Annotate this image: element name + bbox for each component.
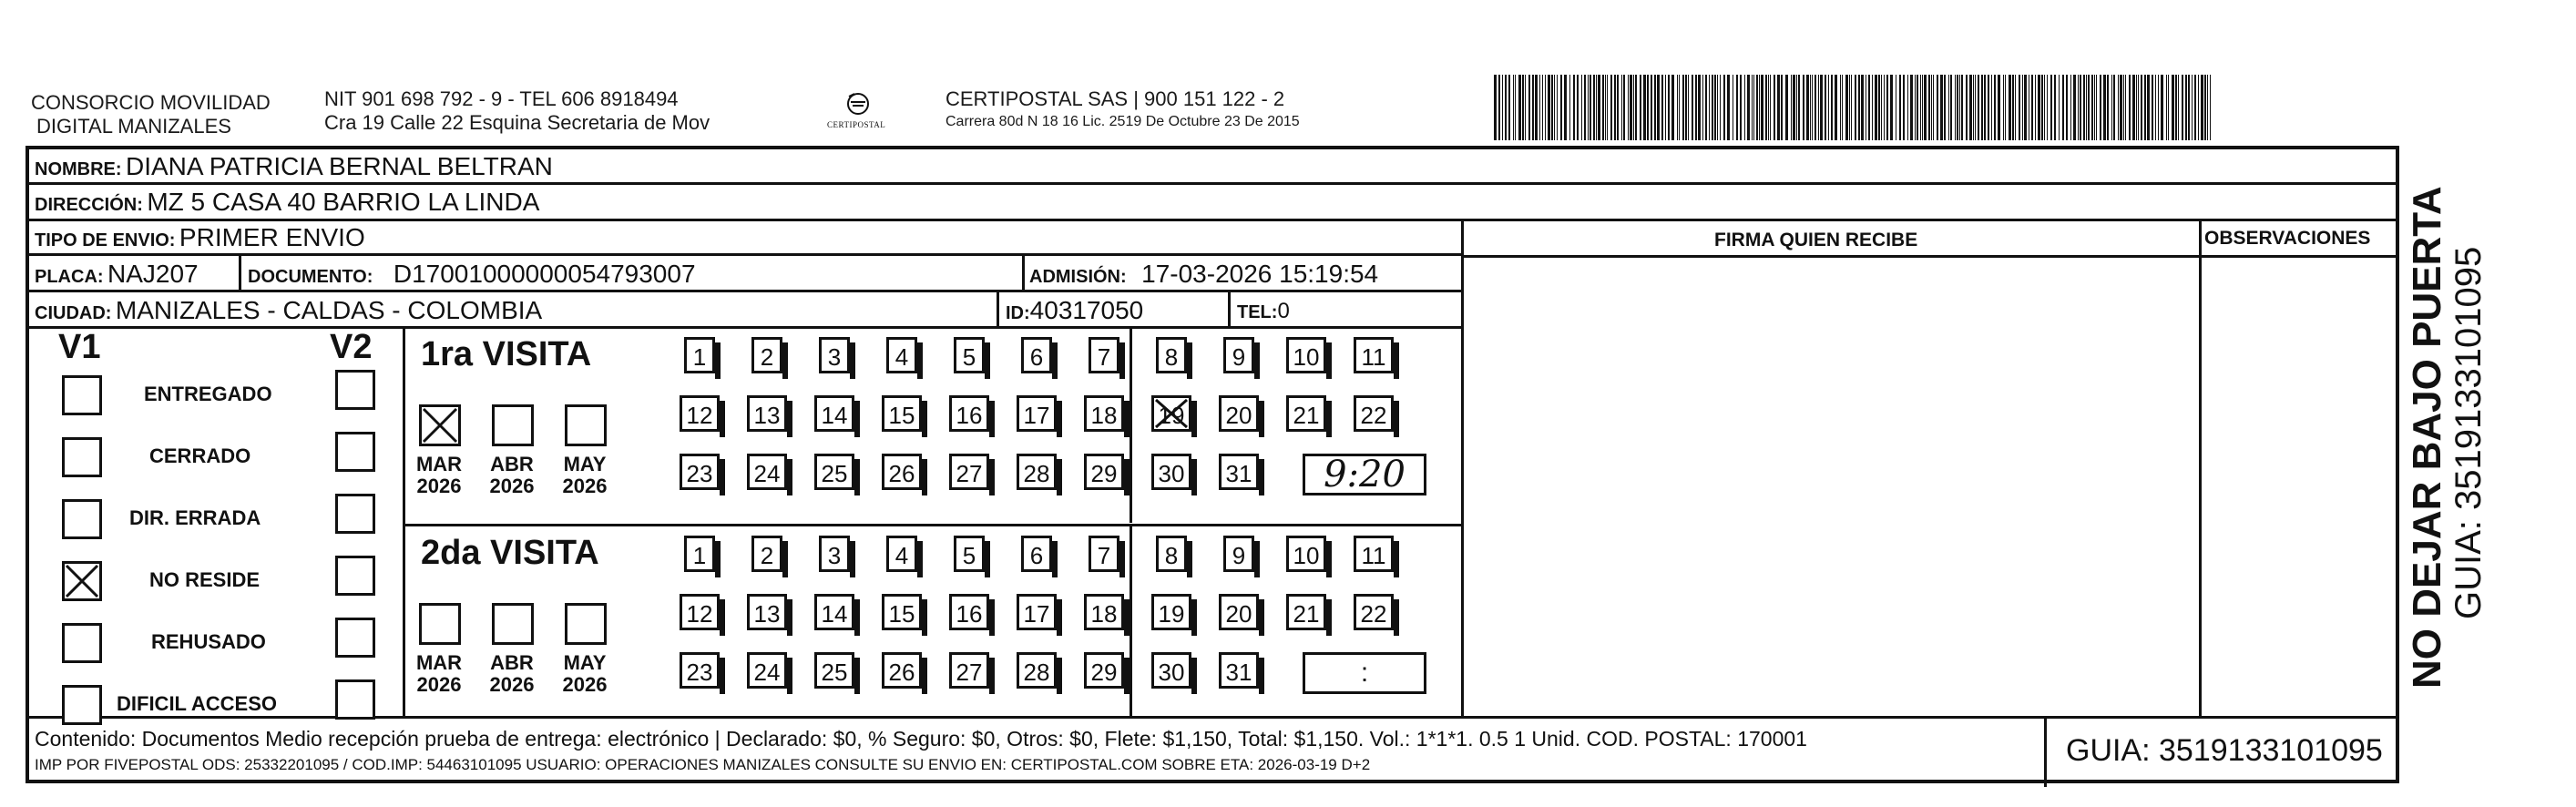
day-number: 2 bbox=[760, 343, 774, 371]
month-year: 2026 bbox=[562, 475, 608, 497]
ciudad-value: MANIZALES - CALDAS - COLOMBIA bbox=[115, 296, 543, 324]
v2-checkbox[interactable] bbox=[335, 370, 375, 410]
day-box[interactable] bbox=[949, 594, 989, 630]
v1-label: V1 bbox=[58, 328, 101, 366]
day-box[interactable] bbox=[747, 395, 787, 432]
day-box[interactable] bbox=[1017, 454, 1057, 490]
day-box[interactable] bbox=[1354, 337, 1394, 373]
day-number: 8 bbox=[1164, 542, 1179, 569]
day-box[interactable] bbox=[1354, 395, 1394, 432]
day-box[interactable] bbox=[680, 594, 720, 630]
day-number: 9 bbox=[1232, 343, 1246, 371]
day-number: 21 bbox=[1293, 600, 1320, 628]
day-number: 7 bbox=[1097, 542, 1111, 569]
day-number: 29 bbox=[1090, 460, 1118, 487]
day-box[interactable] bbox=[949, 395, 989, 432]
day-box[interactable] bbox=[882, 454, 922, 490]
day-number: 14 bbox=[821, 402, 848, 429]
day-number: 24 bbox=[753, 659, 781, 686]
v1-checkbox[interactable] bbox=[62, 437, 102, 477]
day-box[interactable] bbox=[882, 395, 922, 432]
month-label bbox=[412, 454, 466, 497]
day-number: 8 bbox=[1164, 343, 1179, 371]
v1-checkbox[interactable] bbox=[62, 561, 102, 601]
day-box[interactable] bbox=[1354, 536, 1394, 572]
day-box[interactable] bbox=[1219, 594, 1259, 630]
month-label bbox=[557, 454, 612, 497]
month-name: MAR bbox=[415, 453, 463, 475]
tel-value: 0 bbox=[1277, 299, 1290, 323]
direccion-label: DIRECCIÓN: bbox=[35, 195, 143, 215]
v2-checkbox[interactable] bbox=[335, 556, 375, 596]
contenido-line: Contenido: Documentos Medio recepción prueba de entrega: electrónico | Declarado: $0, % Seguro: $0, Otros: $0, Flete: $1,150, Total: $1,150. Vol.: 1*1*1. 0.5 1 Unid. COD. POSTAL: 170001 bbox=[35, 727, 1807, 751]
day-box[interactable] bbox=[1286, 594, 1326, 630]
month-label bbox=[485, 454, 539, 497]
month-checkbox[interactable] bbox=[565, 603, 607, 645]
tipo-envio-value: PRIMER ENVIO bbox=[179, 223, 365, 251]
day-box[interactable] bbox=[1223, 337, 1254, 373]
day-number: 2 bbox=[760, 542, 774, 569]
company-info bbox=[324, 87, 710, 135]
day-box[interactable] bbox=[751, 337, 782, 373]
day-box[interactable] bbox=[886, 536, 917, 572]
day-number: 18 bbox=[1090, 600, 1118, 628]
day-number: 13 bbox=[753, 600, 781, 628]
day-box[interactable] bbox=[1286, 395, 1326, 432]
day-box[interactable] bbox=[1151, 594, 1191, 630]
month-name: ABR bbox=[490, 453, 534, 475]
documento-row bbox=[248, 260, 696, 289]
day-box[interactable] bbox=[684, 536, 715, 572]
day-number: 19 bbox=[1158, 402, 1185, 429]
v1-checkbox[interactable] bbox=[62, 685, 102, 725]
day-box[interactable] bbox=[1084, 395, 1124, 432]
day-number: 11 bbox=[1361, 343, 1386, 371]
day-number: 28 bbox=[1023, 460, 1050, 487]
day-box[interactable] bbox=[1219, 454, 1259, 490]
nombre-row bbox=[35, 152, 553, 181]
day-number: 20 bbox=[1225, 402, 1252, 429]
admision-label: ADMISIÓN: bbox=[1029, 267, 1127, 287]
delivery-form bbox=[26, 146, 2399, 783]
day-box[interactable] bbox=[1151, 652, 1191, 689]
status-option-label: DIR. ERRADA bbox=[129, 506, 261, 529]
day-number: 30 bbox=[1158, 659, 1185, 686]
placa-value: NAJ207 bbox=[107, 260, 199, 288]
company-line-2: DIGITAL MANIZALES bbox=[36, 115, 231, 138]
admision-row bbox=[1029, 260, 1378, 289]
day-box[interactable] bbox=[1156, 337, 1187, 373]
day-number: 24 bbox=[753, 460, 781, 487]
imp-line: IMP POR FIVEPOSTAL ODS: 25332201095 / COD.IMP: 54463101095 USUARIO: OPERACIONES MANIZALES CONSULTE SU ENVIO EN: CERTIPOSTAL.COM SOBRE ETA: 2026-03-19 D+2 bbox=[35, 756, 1371, 773]
day-number: 20 bbox=[1225, 600, 1252, 628]
month-year: 2026 bbox=[489, 673, 535, 696]
carrier-address: Carrera 80d N 18 16 Lic. 2519 De Octubre 23 De 2015 bbox=[946, 114, 1300, 129]
day-number: 7 bbox=[1097, 343, 1111, 371]
month-checkbox[interactable] bbox=[419, 404, 461, 446]
barcode bbox=[1494, 75, 2213, 140]
day-box[interactable] bbox=[814, 395, 854, 432]
day-box[interactable] bbox=[680, 454, 720, 490]
id-label: ID: bbox=[1006, 303, 1030, 323]
day-number: 15 bbox=[888, 402, 915, 429]
day-box[interactable] bbox=[1286, 337, 1326, 373]
status-option-label: DIFICIL ACCESO bbox=[117, 692, 278, 715]
day-box[interactable] bbox=[949, 454, 989, 490]
day-number: 15 bbox=[888, 600, 915, 628]
v2-checkbox[interactable] bbox=[335, 432, 375, 472]
day-box[interactable] bbox=[814, 454, 854, 490]
day-number: 23 bbox=[686, 460, 713, 487]
day-number: 31 bbox=[1225, 460, 1252, 487]
day-number: 10 bbox=[1293, 542, 1320, 569]
month-checkbox[interactable] bbox=[492, 404, 534, 446]
day-box[interactable] bbox=[814, 652, 854, 689]
carrier-line: CERTIPOSTAL SAS | 900 151 122 - 2 bbox=[946, 87, 1285, 110]
day-box[interactable] bbox=[819, 337, 850, 373]
month-label bbox=[485, 652, 539, 696]
day-number: 18 bbox=[1090, 402, 1118, 429]
day-number: 14 bbox=[821, 600, 848, 628]
month-year: 2026 bbox=[562, 673, 608, 696]
admision-value: 17-03-2026 15:19:54 bbox=[1141, 260, 1379, 288]
tel-row bbox=[1237, 299, 1290, 324]
day-box[interactable] bbox=[747, 652, 787, 689]
day-number: 26 bbox=[888, 659, 915, 686]
check-mark-icon bbox=[422, 407, 458, 444]
id-value: 40317050 bbox=[1029, 296, 1144, 324]
day-box[interactable] bbox=[1021, 337, 1052, 373]
placa-row bbox=[35, 260, 199, 289]
day-box[interactable] bbox=[949, 652, 989, 689]
day-number: 19 bbox=[1158, 600, 1185, 628]
day-box[interactable] bbox=[954, 536, 985, 572]
day-number: 25 bbox=[821, 460, 848, 487]
ciudad-row bbox=[35, 296, 542, 325]
day-number: 21 bbox=[1293, 402, 1320, 429]
documento-label: DOCUMENTO: bbox=[248, 267, 373, 287]
day-box[interactable] bbox=[1223, 536, 1254, 572]
visit-title: 1ra VISITA bbox=[421, 335, 592, 373]
nit-line: NIT 901 698 792 - 9 - TEL 606 8918494 bbox=[324, 87, 679, 110]
day-number: 30 bbox=[1158, 460, 1185, 487]
cross-out-icon bbox=[1154, 398, 1189, 429]
certipostal-logo bbox=[827, 87, 886, 142]
v1-checkbox[interactable] bbox=[62, 499, 102, 539]
day-number: 23 bbox=[686, 659, 713, 686]
nombre-label: NOMBRE: bbox=[35, 159, 122, 179]
month-year: 2026 bbox=[416, 475, 462, 497]
company-name bbox=[31, 91, 271, 138]
placa-label: PLACA: bbox=[35, 267, 104, 287]
day-box[interactable] bbox=[954, 337, 985, 373]
day-box[interactable] bbox=[747, 454, 787, 490]
v2-checkbox[interactable] bbox=[335, 618, 375, 658]
month-checkbox[interactable] bbox=[565, 404, 607, 446]
documento-value: D17001000000054793007 bbox=[393, 260, 696, 288]
month-label bbox=[412, 652, 466, 696]
day-number: 25 bbox=[821, 659, 848, 686]
footer-guia: GUIA: 3519133101095 bbox=[2066, 733, 2383, 768]
day-number: 17 bbox=[1023, 600, 1050, 628]
side-warning: NO DEJAR BAJO PUERTA bbox=[2405, 186, 2449, 689]
day-number: 4 bbox=[894, 343, 909, 371]
day-box[interactable] bbox=[1219, 395, 1259, 432]
day-box[interactable] bbox=[886, 337, 917, 373]
v2-checkbox[interactable] bbox=[335, 494, 375, 534]
day-box[interactable] bbox=[684, 337, 715, 373]
day-number: 22 bbox=[1360, 402, 1387, 429]
day-box[interactable] bbox=[819, 536, 850, 572]
day-box[interactable] bbox=[1084, 454, 1124, 490]
id-row bbox=[1006, 296, 1143, 325]
month-label bbox=[557, 652, 612, 696]
visit-time-field[interactable]: : bbox=[1303, 652, 1426, 694]
day-number: 11 bbox=[1361, 542, 1386, 569]
day-number: 10 bbox=[1293, 343, 1320, 371]
tel-label: TEL: bbox=[1237, 302, 1278, 322]
day-number: 29 bbox=[1090, 659, 1118, 686]
status-option-label: NO RESIDE bbox=[149, 568, 261, 591]
observaciones-header: OBSERVACIONES bbox=[2204, 228, 2371, 249]
day-box[interactable] bbox=[882, 652, 922, 689]
month-checkbox[interactable] bbox=[419, 603, 461, 645]
day-box[interactable] bbox=[1219, 652, 1259, 689]
day-number: 4 bbox=[894, 542, 909, 569]
month-year: 2026 bbox=[489, 475, 535, 497]
day-number: 12 bbox=[686, 402, 713, 429]
day-number: 3 bbox=[827, 343, 842, 371]
nombre-value: DIANA PATRICIA BERNAL BELTRAN bbox=[126, 152, 553, 180]
v2-checkbox[interactable] bbox=[335, 679, 375, 720]
day-box[interactable] bbox=[1089, 337, 1119, 373]
day-box[interactable] bbox=[747, 594, 787, 630]
day-box[interactable] bbox=[1156, 536, 1187, 572]
day-box[interactable] bbox=[1017, 594, 1057, 630]
v2-label: V2 bbox=[330, 328, 373, 366]
day-number: 28 bbox=[1023, 659, 1050, 686]
day-number: 31 bbox=[1225, 659, 1252, 686]
day-box[interactable] bbox=[1017, 395, 1057, 432]
v1-checkbox[interactable] bbox=[62, 375, 102, 415]
day-number: 17 bbox=[1023, 402, 1050, 429]
month-name: MAY bbox=[563, 453, 607, 475]
day-number: 12 bbox=[686, 600, 713, 628]
visit-time-field[interactable]: 9:20 bbox=[1303, 454, 1426, 495]
month-year: 2026 bbox=[416, 673, 462, 696]
status-option-label: ENTREGADO bbox=[144, 383, 272, 405]
visit-title: 2da VISITA bbox=[421, 534, 599, 572]
day-number: 13 bbox=[753, 402, 781, 429]
day-box[interactable] bbox=[1354, 594, 1394, 630]
day-box[interactable] bbox=[1021, 536, 1052, 572]
day-box[interactable] bbox=[1084, 594, 1124, 630]
day-box[interactable] bbox=[1151, 395, 1191, 432]
day-box[interactable] bbox=[680, 395, 720, 432]
side-guia: GUIA: 3519133101095 bbox=[2448, 246, 2489, 619]
day-number: 27 bbox=[956, 659, 983, 686]
day-box[interactable] bbox=[1286, 536, 1326, 572]
day-number: 6 bbox=[1029, 542, 1044, 569]
ciudad-label: CIUDAD: bbox=[35, 303, 112, 323]
tipo-envio-label: TIPO DE ENVIO: bbox=[35, 230, 176, 250]
certipostal-logo-icon bbox=[831, 87, 885, 142]
day-box[interactable] bbox=[751, 536, 782, 572]
day-number: 1 bbox=[692, 343, 707, 371]
day-number: 26 bbox=[888, 460, 915, 487]
direccion-value: MZ 5 CASA 40 BARRIO LA LINDA bbox=[147, 188, 540, 216]
day-box[interactable] bbox=[680, 652, 720, 689]
tipo-envio-row bbox=[35, 223, 365, 252]
day-box[interactable] bbox=[1017, 652, 1057, 689]
month-name: ABR bbox=[490, 651, 534, 674]
v1-checkbox[interactable] bbox=[62, 623, 102, 663]
month-name: MAR bbox=[415, 651, 463, 674]
day-number: 5 bbox=[962, 343, 976, 371]
direccion-row bbox=[35, 188, 539, 217]
check-mark-icon bbox=[65, 564, 99, 598]
carrier-info bbox=[946, 87, 1300, 131]
day-number: 6 bbox=[1029, 343, 1044, 371]
address-line: Cra 19 Calle 22 Esquina Secretaria de Mov bbox=[324, 111, 710, 134]
day-number: 22 bbox=[1360, 600, 1387, 628]
day-number: 5 bbox=[962, 542, 976, 569]
day-number: 16 bbox=[956, 600, 983, 628]
status-option-label: CERRADO bbox=[149, 444, 251, 467]
day-box[interactable] bbox=[1084, 652, 1124, 689]
logo-text: CERTIPOSTAL bbox=[827, 120, 886, 129]
company-line-1: CONSORCIO MOVILIDAD bbox=[31, 91, 271, 114]
day-box[interactable] bbox=[1151, 454, 1191, 490]
day-number: 1 bbox=[692, 542, 707, 569]
day-number: 27 bbox=[956, 460, 983, 487]
day-number: 3 bbox=[827, 542, 842, 569]
month-name: MAY bbox=[563, 651, 607, 674]
status-option-label: REHUSADO bbox=[151, 630, 266, 653]
day-number: 9 bbox=[1232, 542, 1246, 569]
month-checkbox[interactable] bbox=[492, 603, 534, 645]
day-box[interactable] bbox=[814, 594, 854, 630]
day-box[interactable] bbox=[882, 594, 922, 630]
firma-header: FIRMA QUIEN RECIBE bbox=[1714, 230, 1918, 250]
day-box[interactable] bbox=[1089, 536, 1119, 572]
day-number: 16 bbox=[956, 402, 983, 429]
